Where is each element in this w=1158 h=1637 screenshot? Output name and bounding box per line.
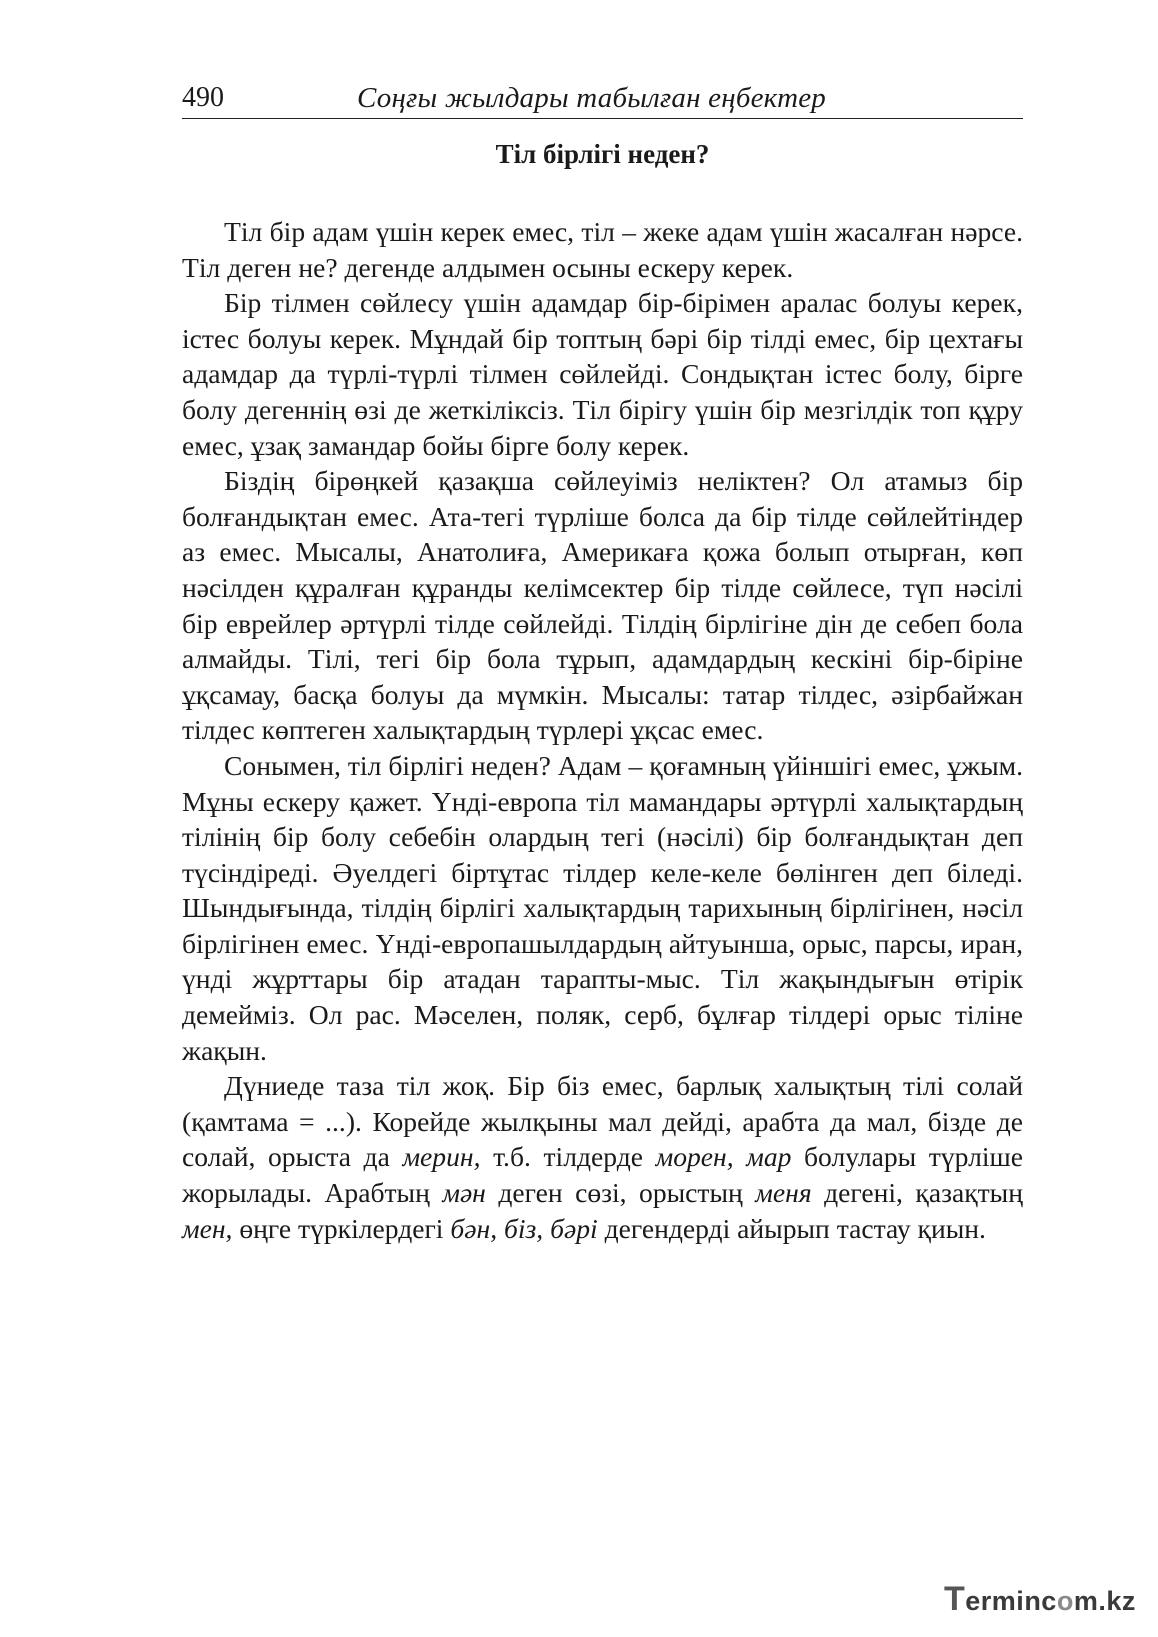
text-run: дегені, қазақтың [811, 1177, 1023, 1209]
paragraph-2: Бір тілмен сөйлесу үшін адамдар бір-бірімен аралас болуы керек, істес болуы керек. Мұндай бір топтың бәрі бір тілді емес, бір цехтағы адамдар да түрлі-түрлі тілмен сөйлейді. Сондықтан істес болу, бірге болу дегеннің өзі де жеткіліксіз. Тіл бірігу үшін бір мезгілдік топ құру емес, ұзақ замандар бойы бірге болу керек. [182, 287, 1023, 461]
paragraph-5 [182, 1068, 1023, 1246]
paragraph-1: Тіл бір адам үшін керек емес, тіл – жеке адам үшін жасалған нәрсе. Тіл деген не? дегенде алдымен осыны ескеру керек. [182, 216, 1023, 283]
running-title: Соңғы жылдары табылған еңбектер [357, 82, 826, 114]
watermark-text: m.kz [1073, 1586, 1136, 1616]
text-run: Дүниеде таза тіл жоқ. Бір біз емес, барлық халықтың тілі солай (қамтама = ...). Корейде жылқыны мал дейді, арабта да мал, бізде де солай, орыста да [182, 1070, 1023, 1173]
page-number: 490 [182, 82, 224, 113]
watermark-text: erminc [965, 1586, 1057, 1616]
watermark-logo [944, 1580, 1136, 1619]
page-header [182, 80, 1023, 119]
document-page [182, 80, 1023, 1246]
paragraph-4: Сонымен, тіл бірлігі неден? Адам – қоғамның үйіншігі емес, ұжым. Мұны ескеру қажет. Үнді-европа тіл мамандары әртүрлі халықтардың тілінің бір болу себебін олардың тегі (нәсілі) бір болғандықтан деп түсіндіреді. Әуелдегі біртұтас тілдер келе-келе бөлінген деп біледі. Шындығында, тілдің бірлігі халықтардың тарихының бірлігінен, нәсіл бірлігінен емес. Үнді-европашылдардың айтуынша, орыс, парсы, иран, үнді жұрттары бір атадан тарапты-мыс. Тіл жақындығын өтірік демейміз. Ол рас. Мәселен, поляк, серб, бұлғар тілдері орыс тіліне жақын. [182, 749, 1023, 1066]
italic-word: мерин, [402, 1141, 481, 1173]
italic-word: бән, біз, бәрі [450, 1212, 598, 1244]
text-run: болулары түрліше жорылады. Арабтың [182, 1141, 1023, 1209]
watermark-magnifier-icon: o [1056, 1586, 1074, 1616]
italic-word: мен, [182, 1212, 233, 1244]
italic-word: меня [755, 1177, 812, 1209]
text-run: дегендерді айырып тастау қиын. [597, 1212, 986, 1244]
text-run: деген сөзі, орыстың [485, 1177, 756, 1209]
watermark-letter: T [944, 1580, 966, 1618]
paragraph-3: Біздің бірөңкей қазақша сөйлеуіміз неліктен? Ол атамыз бір болғандықтан емес. Ата-тегі түрліше болса да бір тілде сөйлейтіндер аз емес. Мысалы, Анатолиға, Америкаға қожа болып отырған, көп нәсілден құралған құранды келімсектер бір тілде сөйлесе, түп нәсілі бір еврейлер әртүрлі тілде сөйлейді. Тілдің бірлігіне дін де себеп бола алмайды. Тілі, тегі бір бола тұрып, адамдардың кескіні бір-біріне ұқсамау, басқа болуы да мүмкін. Мысалы: татар тілдес, әзірбайжан тілдес көптеген халықтардың түрлері ұқсас емес. [182, 465, 1023, 746]
article-title: Тіл бірлігі неден? [495, 139, 710, 169]
italic-word: мән [442, 1177, 486, 1209]
italic-word: морен, мар [655, 1141, 792, 1173]
text-run: өңге түркілердегі [232, 1212, 451, 1244]
article-body [182, 214, 1023, 1246]
text-run: т.б. тілдерде [480, 1141, 656, 1173]
